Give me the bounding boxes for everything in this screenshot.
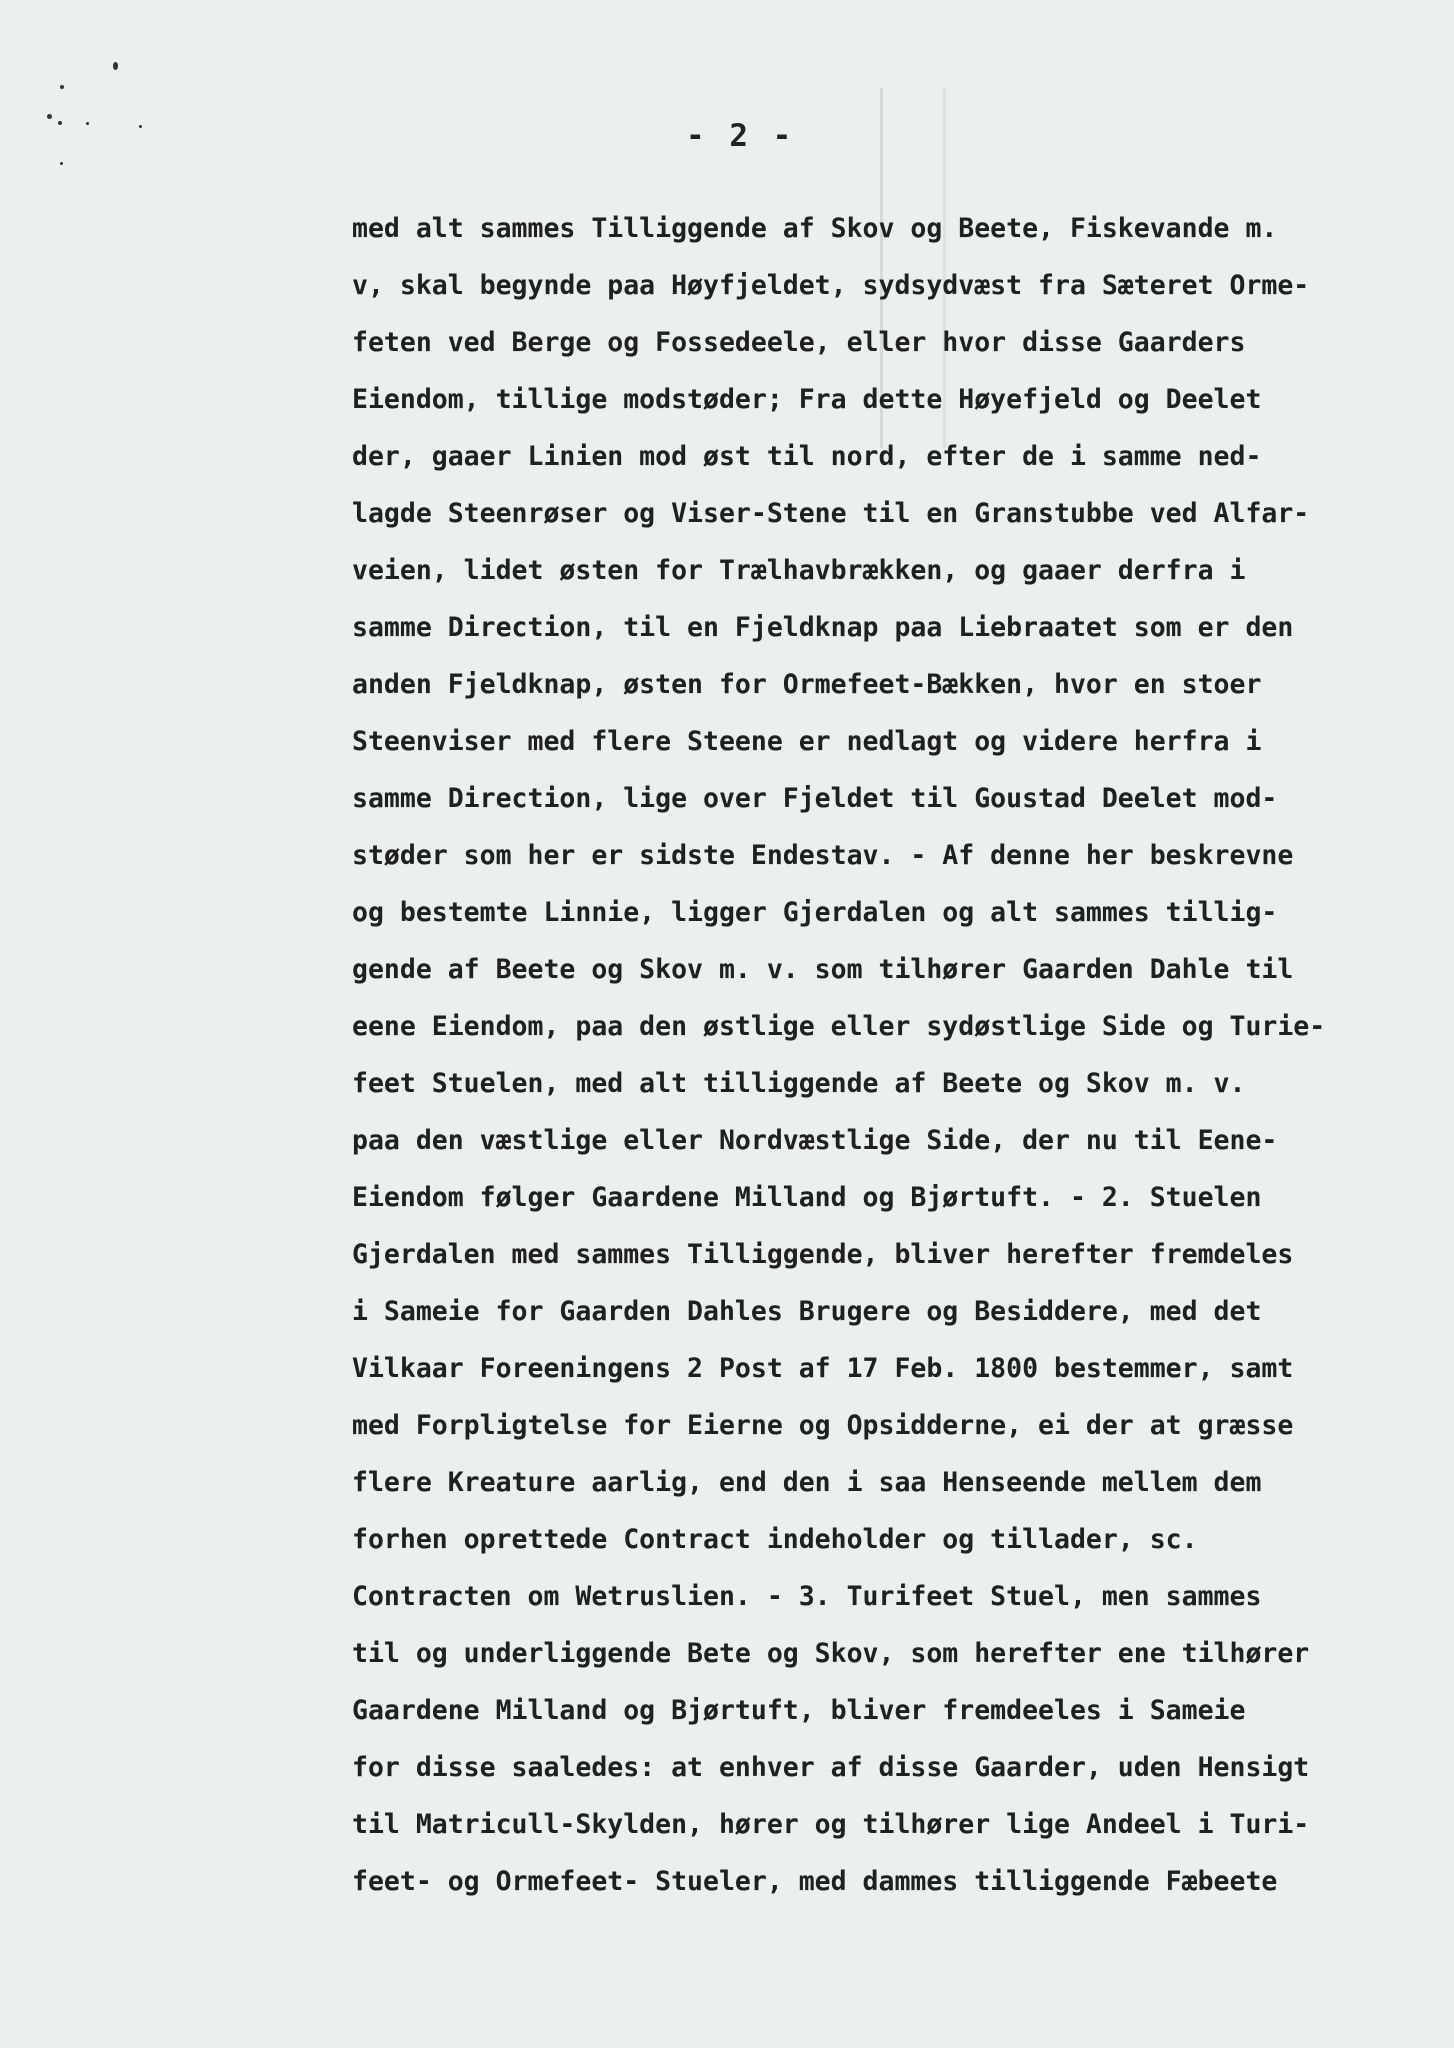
text-line: feet Stuelen, med alt tilliggende af Beete og Skov m. v. [352,1068,1246,1099]
scan-speck [60,85,64,89]
text-line: Contracten om Wetruslien. - 3. Turifeet Stuel, men sammes [352,1581,1262,1612]
text-line: Steenviser med flere Steene er nedlagt og videre herfra i [352,726,1262,757]
text-line: flere Kreature aarlig, end den i saa Henseende mellem dem [352,1467,1262,1498]
text-line: v, skal begynde paa Høyfjeldet, sydsydvæst fra Sæteret Orme- [352,270,1310,301]
text-line: samme Direction, lige over Fjeldet til Goustad Deelet mod- [352,783,1278,814]
text-line: paa den væstlige eller Nordvæstlige Side, der nu til Eene- [352,1125,1278,1156]
text-line: for disse saaledes: at enhver af disse Gaarder, uden Hensigt [352,1752,1310,1783]
text-line: Eiendom, tillige modstøder; Fra dette Høyefjeld og Deelet [352,384,1262,415]
text-line: samme Direction, til en Fjeldknap paa Liebraatet som er den [352,612,1294,643]
text-line: til Matricull-Skylden, hører og tilhører lige Andeel i Turi- [352,1809,1310,1840]
text-line: feet- og Ormefeet- Stueler, med dammes tilliggende Fæbeete [352,1866,1278,1897]
text-line: eene Eiendom, paa den østlige eller sydøstlige Side og Turie- [352,1011,1326,1042]
text-line: lagde Steenrøser og Viser-Stene til en Granstubbe ved Alfar- [352,498,1310,529]
text-line: Gjerdalen med sammes Tilliggende, bliver herefter fremdeles [352,1239,1294,1270]
text-line: Eiendom følger Gaardene Milland og Bjørtuft. - 2. Stuelen [352,1182,1262,1213]
scan-speck [47,114,52,119]
text-line: støder som her er sidste Endestav. - Af denne her beskrevne [352,840,1294,871]
text-line: med alt sammes Tilliggende af Skov og Beete, Fiskevande m. [352,213,1278,244]
scan-speck [139,125,142,128]
text-line: veien, lidet østen for Trælhavbrækken, og gaaer derfra i [352,555,1246,586]
text-line: feten ved Berge og Fossedeele, eller hvor disse Gaarders [352,327,1246,358]
text-line: med Forpligtelse for Eierne og Opsidderne, ei der at græsse [352,1410,1294,1441]
text-line: i Sameie for Gaarden Dahles Brugere og Besiddere, med det [352,1296,1262,1327]
scan-speck [113,62,118,70]
text-line: Gaardene Milland og Bjørtuft, bliver fremdeeles i Sameie [352,1695,1246,1726]
scan-speck [58,121,62,125]
scan-speck [86,122,89,125]
body-text [352,200,1412,1910]
page-number: - 2 - [686,118,795,154]
text-line: Vilkaar Foreeningens 2 Post af 17 Feb. 1800 bestemmer, samt [352,1353,1294,1384]
scan-speck [60,162,63,165]
text-line: der, gaaer Linien mod øst til nord, efter de i samme ned- [352,441,1262,472]
text-line: gende af Beete og Skov m. v. som tilhører Gaarden Dahle til [352,954,1294,985]
text-line: og bestemte Linnie, ligger Gjerdalen og alt sammes tillig- [352,897,1278,928]
text-line: til og underliggende Bete og Skov, som herefter ene tilhører [352,1638,1310,1669]
text-line: forhen oprettede Contract indeholder og tillader, sc. [352,1524,1198,1555]
text-line: anden Fjeldknap, østen for Ormefeet-Bækken, hvor en stoer [352,669,1262,700]
